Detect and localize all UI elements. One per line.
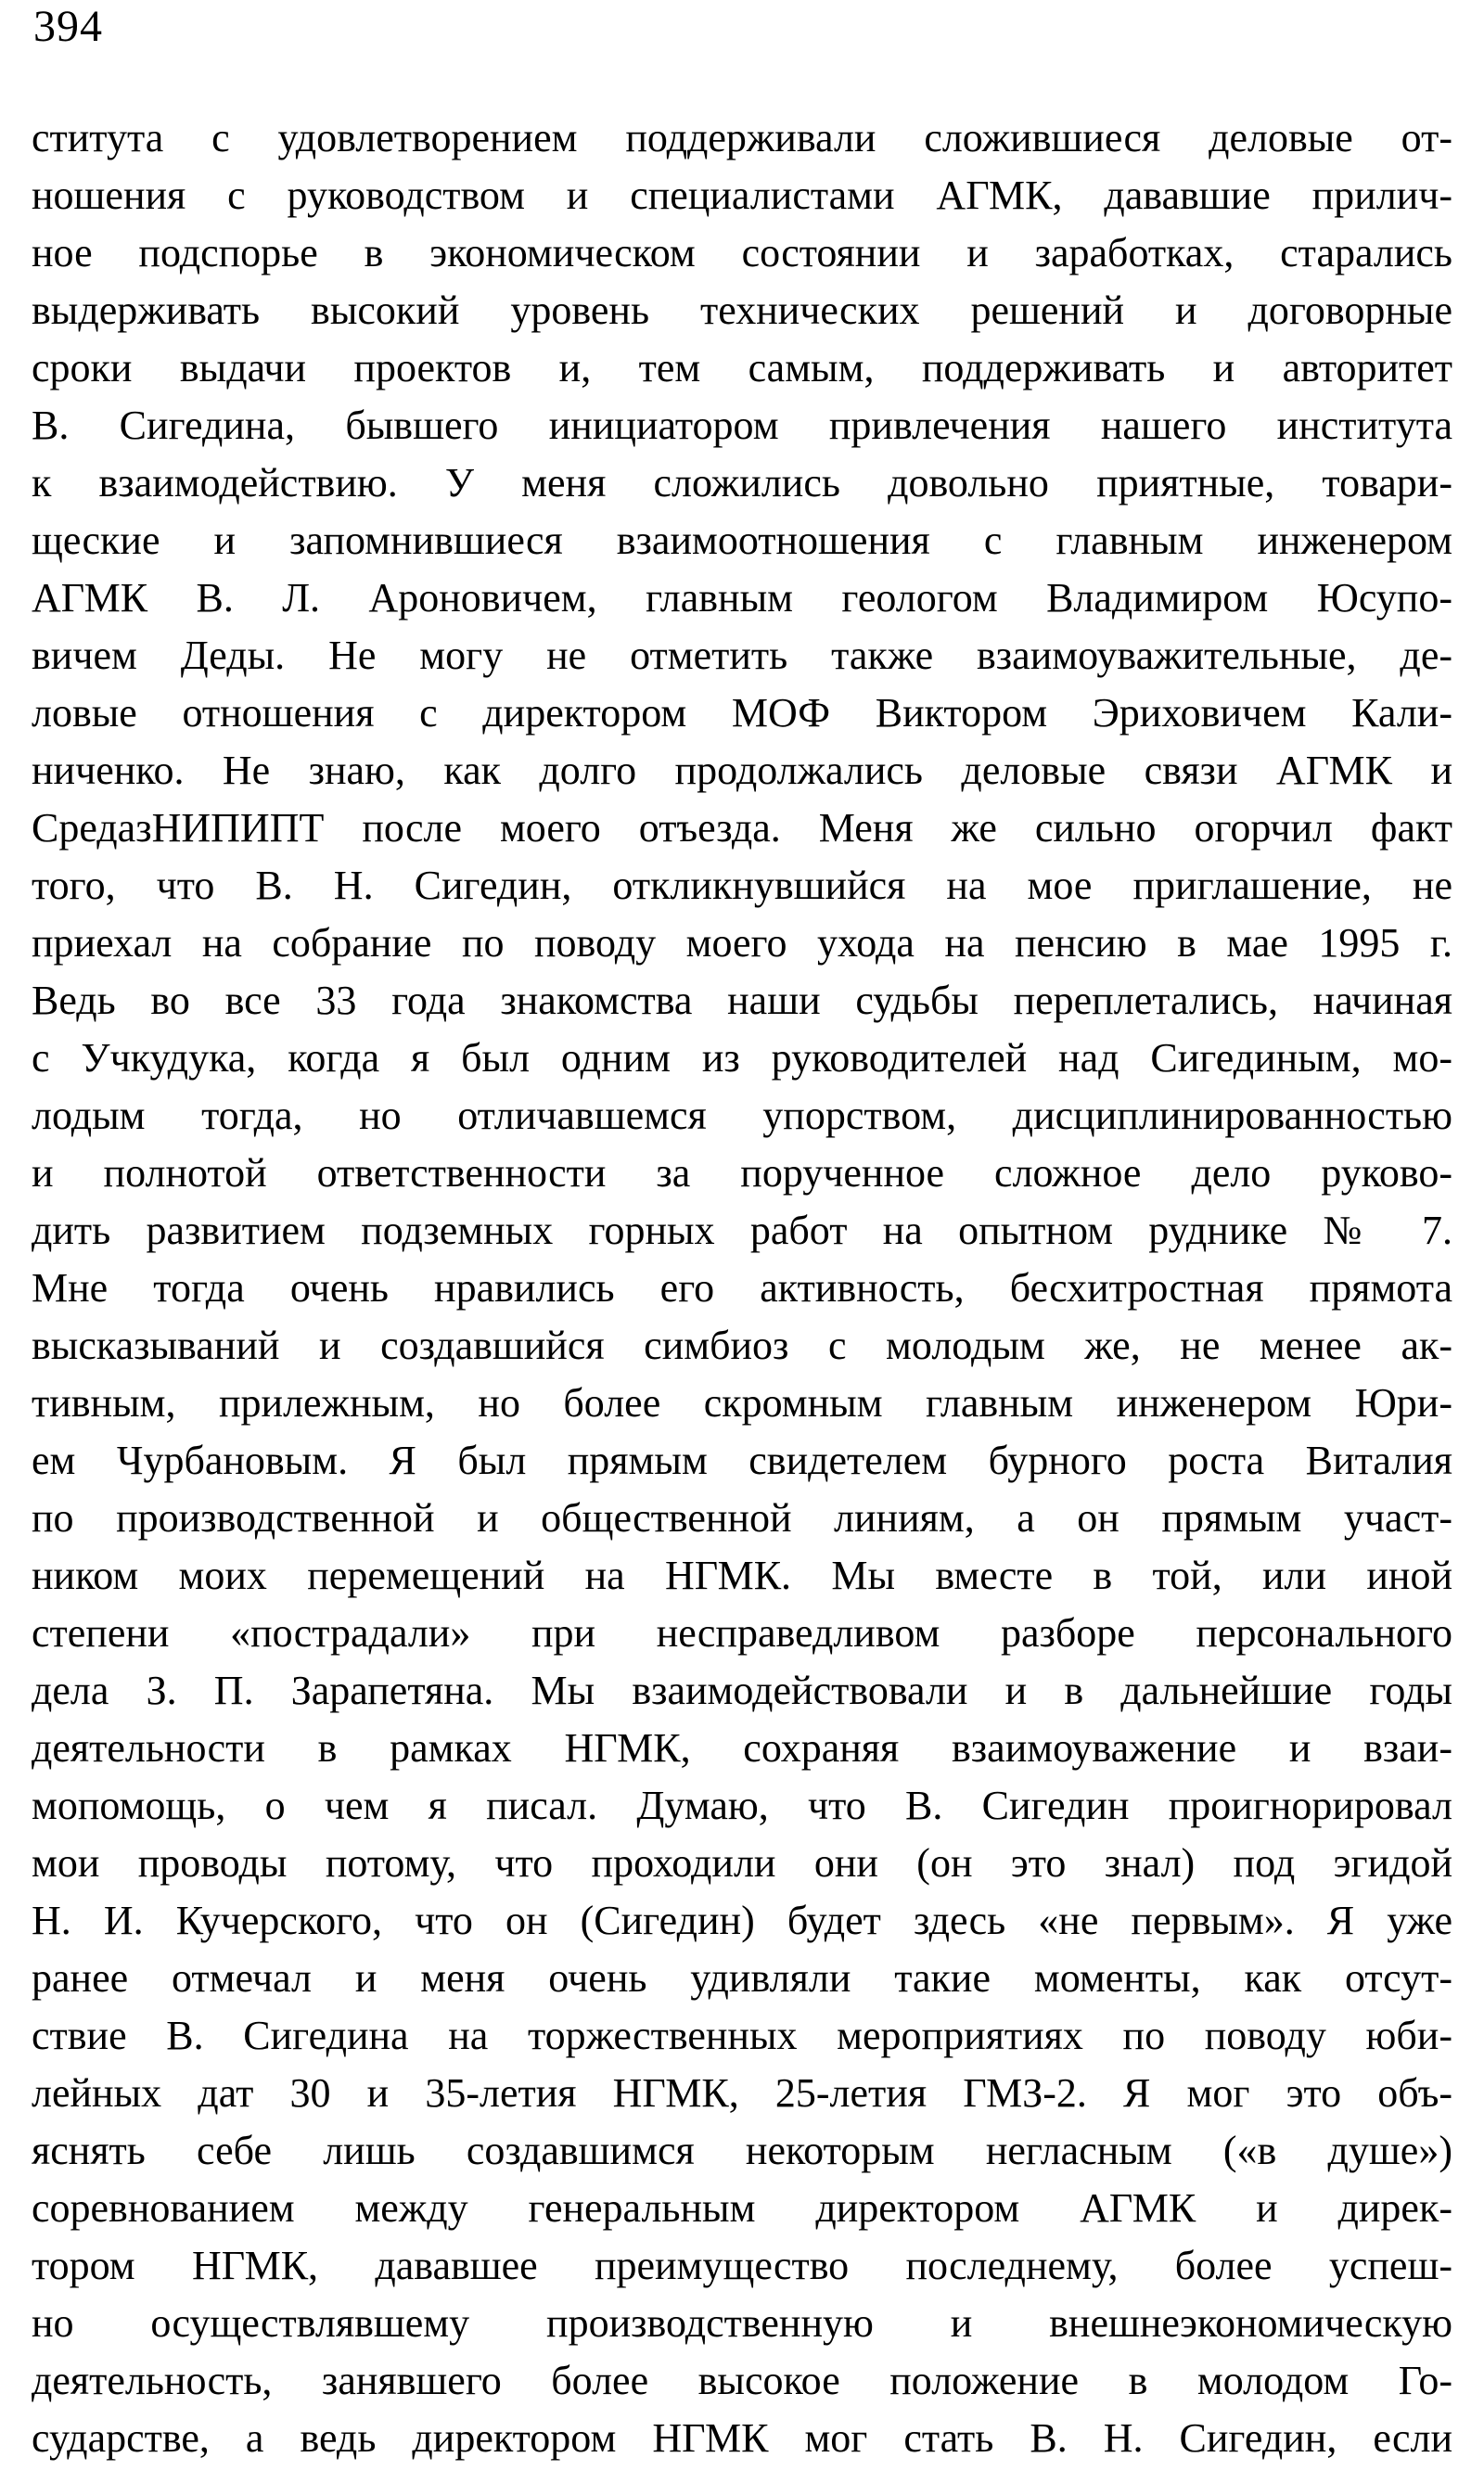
text-line: мопомощь, о чем я писал. Думаю, что В. Сигедин проигнорировал [32, 1783, 1452, 1828]
text-line: ное подспорье в экономическом состоянии и заработках, старались [32, 230, 1452, 275]
text-line: по производственной и общественной линиям, а он прямым участ- [32, 1495, 1452, 1541]
text-line: В. Сигедина, бывшего инициатором привлечения нашего института [32, 403, 1452, 448]
text-line: ем Чурбановым. Я был прямым свидетелем бурного роста Виталия [32, 1438, 1452, 1483]
text-line: к взаимодействию. У меня сложились довольно приятные, товари- [32, 460, 1452, 506]
text-line: ловые отношения с директором МОФ Виктором Эриховичем Кали- [32, 690, 1452, 736]
text-line: но осуществлявшему производственную и внешнеэкономическую [32, 2300, 1452, 2346]
text-line: ником моих перемещений на НГМК. Мы вместе в той, или иной [32, 1553, 1452, 1598]
text-line: соревнованием между генеральным директором АГМК и дирек- [32, 2185, 1452, 2231]
text-line: выдерживать высокий уровень технических решений и договорные [32, 288, 1452, 333]
text-line: ранее отмечал и меня очень удивляли такие моменты, как отсут- [32, 1955, 1452, 2001]
text-line: СредазНИПИПТ после моего отъезда. Меня же сильно огорчил факт [32, 805, 1452, 851]
text-line: щеские и запомнившиеся взаимоотношения с главным инженером [32, 518, 1452, 563]
page-number: 394 [33, 2, 103, 51]
text-line: дить развитием подземных горных работ на опытном руднике № 7. [32, 1208, 1452, 1253]
text-line: Н. И. Кучерского, что он (Сигедин) будет здесь «не первым». Я уже [32, 1898, 1452, 1943]
text-line: мои проводы потому, что проходили они (он это знал) под эгидой [32, 1840, 1452, 1886]
text-line: того, что В. Н. Сигедин, откликнувшийся на мое приглашение, не [32, 863, 1452, 908]
text-line: высказываний и создавшийся симбиоз с молодым же, не менее ак- [32, 1323, 1452, 1368]
text-line: Мне тогда очень нравились его активность, бесхитростная прямота [32, 1265, 1452, 1311]
text-line: сударстве, а ведь директором НГМК мог стать В. Н. Сигедин, если [32, 2415, 1452, 2461]
text-line: деятельность, занявшего более высокое положение в молодом Го- [32, 2358, 1452, 2403]
text-line: ношения с руководством и специалистами АГМК, дававшие прилич- [32, 173, 1452, 218]
text-line: приехал на собрание по поводу моего ухода на пенсию в мае 1995 г. [32, 920, 1452, 966]
text-line: и полнотой ответственности за порученное сложное дело руково- [32, 1150, 1452, 1196]
text-line: ститута с удовлетворением поддерживали сложившиеся деловые от- [32, 115, 1452, 160]
text-line: Ведь во все 33 года знакомства наши судьбы переплетались, начиная [32, 978, 1452, 1023]
text-line: лейных дат 30 и 35-летия НГМК, 25-летия ГМЗ-2. Я мог это объ- [32, 2070, 1452, 2116]
text-line: яснять себе лишь создавшимся некоторым негласным («в душе») [32, 2128, 1452, 2173]
text-line: тивным, прилежным, но более скромным главным инженером Юри- [32, 1380, 1452, 1426]
body-text [32, 109, 1452, 2467]
text-line: ниченко. Не знаю, как долго продолжались деловые связи АГМК и [32, 748, 1452, 793]
text-line: ствие В. Сигедина на торжественных мероприятиях по поводу юби- [32, 2013, 1452, 2058]
text-line: дела З. П. Зарапетяна. Мы взаимодействовали и в дальнейшие годы [32, 1668, 1452, 1713]
text-line: деятельности в рамках НГМК, сохраняя взаимоуважение и взаи- [32, 1725, 1452, 1771]
text-line: с Учкудука, когда я был одним из руководителей над Сигединым, мо- [32, 1035, 1452, 1081]
text-line: степени «пострадали» при несправедливом разборе персонального [32, 1610, 1452, 1656]
text-line: АГМК В. Л. Ароновичем, главным геологом Владимиром Юсупо- [32, 575, 1452, 621]
text-line: лодым тогда, но отличавшемся упорством, дисциплинированностью [32, 1093, 1452, 1138]
text-line: тором НГМК, дававшее преимущество последнему, более успеш- [32, 2243, 1452, 2288]
text-line: сроки выдачи проектов и, тем самым, поддерживать и авторитет [32, 345, 1452, 390]
text-line: вичем Деды. Не могу не отметить также взаимоуважительные, де- [32, 633, 1452, 678]
